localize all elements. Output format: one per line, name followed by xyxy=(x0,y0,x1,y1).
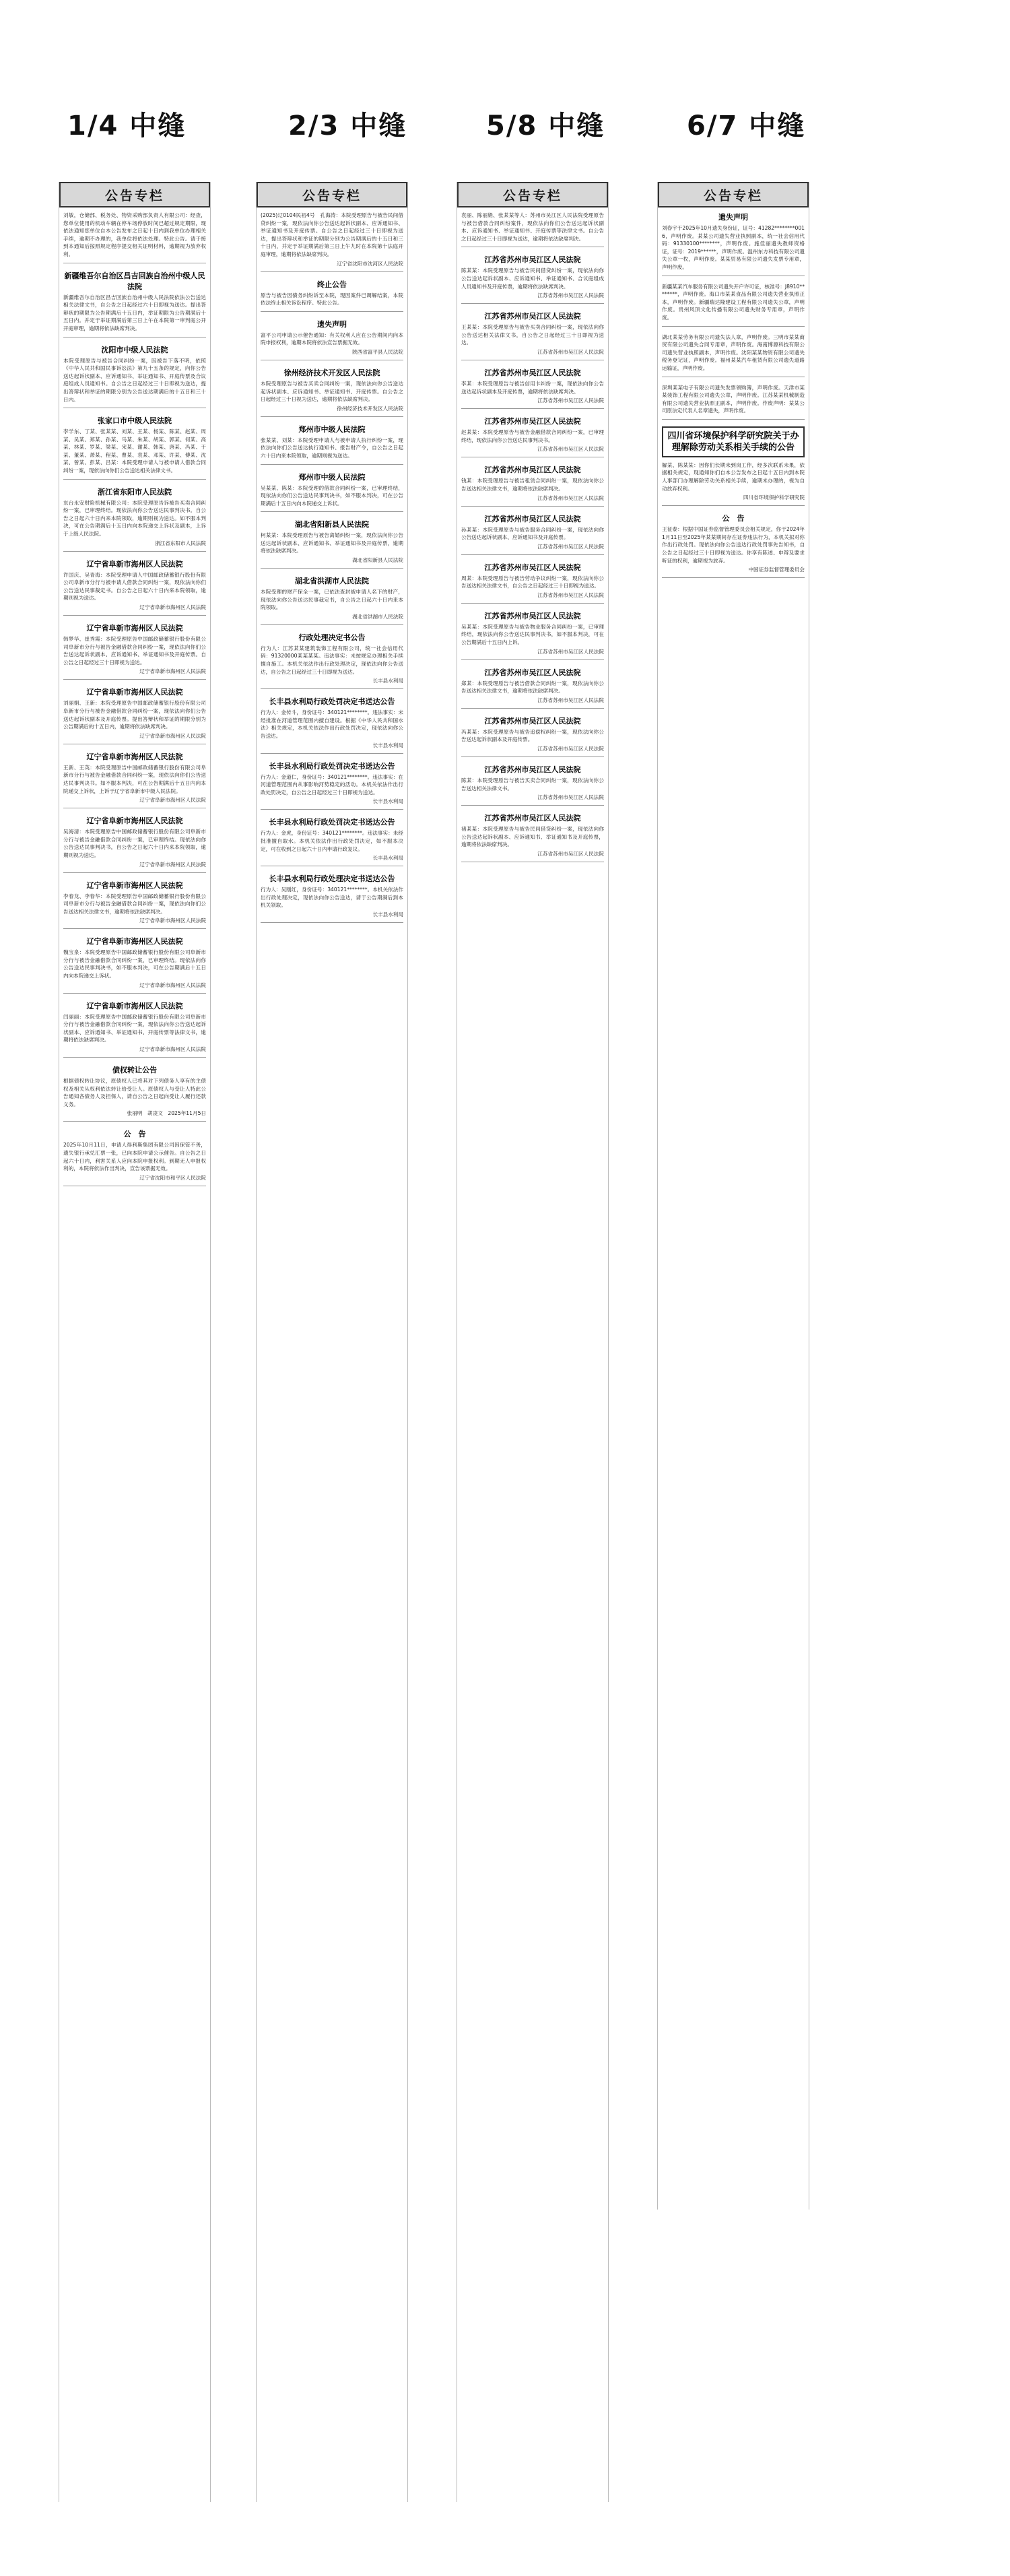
notice-item xyxy=(261,816,403,866)
notice-item xyxy=(261,696,403,753)
notice-text: 2025年10月11日，申请人得利斯集团有限公司因保管不善，遗失银行承兑汇票一张，已向本院申请公示催告。自公告之日起六十日内，利害关系人应向本院申报权利。到期无人申报权利的，本院将依法作出判决，宣告该票据无效。 xyxy=(63,1142,206,1172)
divider xyxy=(461,554,604,555)
notice-item xyxy=(63,751,206,808)
notice-title: 江苏省苏州市吴江区人民法院 xyxy=(484,716,581,726)
notice-text: 新疆某某汽车服务有限公司遗失开户许可证，核准号：J8910********，声明作废。海口市某某食品有限公司遗失营业执照正本，声明作废。新疆瑞达隆建设工程有限公司遗失公章，声明作废。贵州风顶文化传播有限公司遗失财务专用章，声明作废。 xyxy=(662,283,805,321)
notice-text: 郑某：本院受理原告与被告借款合同纠纷一案，现依法向你公告送达相关法律文书，逾期将依法缺席判决。 xyxy=(461,680,604,695)
notice-item xyxy=(461,812,604,862)
notice-title: 新疆维吾尔自治区昌吉回族自治州中级人民法院 xyxy=(64,271,205,291)
notice-text: 魏宝泉：本院受理原告中国邮政储蓄银行股份有限公司阜新市分行与被告金融借款合同纠纷一案，已审理终结。现依法向你公告送达民事判决书，如不服本判决，可在公告期满后十五日内向本院递交上诉状。 xyxy=(63,949,206,979)
notice-item xyxy=(63,486,206,552)
notice-item xyxy=(63,344,206,409)
notice-signature: 四川省环境保护科学研究院 xyxy=(743,494,805,501)
notice-column-4 xyxy=(657,182,809,2210)
column-body xyxy=(658,212,809,578)
notice-signature: 江苏省苏州市吴江区人民法院 xyxy=(537,446,604,453)
notice-column-2 xyxy=(256,182,408,2502)
notice-title: 辽宁省阜新市海州区人民法院 xyxy=(86,752,183,761)
notice-title: 行政处理决定书公告 xyxy=(298,633,366,642)
notice-signature: 长丰县水利局 xyxy=(372,742,403,748)
notice-text: 行为人：金虎，身份证号：340121********。违法事实：未经批准擅自取水。本机关依法作出行政处罚决定，如不服本决定，可在收到之日起六十日内申请行政复议。 xyxy=(261,830,403,852)
notice-signature: 江苏省苏州市吴江区人民法院 xyxy=(537,746,604,752)
notice-item xyxy=(461,764,604,806)
notice-text: 许国庆、吴青海：本院受理申请人中国邮政储蓄银行股份有限公司阜新市分行与被申请人借款合同纠纷一案，现依法向你们公告送达民事裁定书。自公告之日起六十日内来本院领取，逾期则视为送达。 xyxy=(63,571,206,602)
notice-title: 江苏省苏州市吴江区人民法院 xyxy=(484,611,581,620)
notice-item xyxy=(261,319,403,360)
divider xyxy=(261,416,403,417)
notice-signature: 陕西省富平县人民法院 xyxy=(352,348,403,355)
notice-item xyxy=(261,761,403,810)
notice-text: 原告与被告因债务纠纷诉至本院，现因案件已调解结案，本院依法终止相关诉讼程序。特此公告。 xyxy=(261,292,403,307)
notice-item xyxy=(261,519,403,569)
notice-title: 郑州市中级人民法院 xyxy=(298,472,366,482)
notice-text: 本院受理原告与被告合同纠纷一案，因被告下落不明，依照《中华人民共和国民事诉讼法》第九十五条的规定，向你公告送达起诉状副本、应诉通知书、举证通知书、开庭传票及合议庭组成人员通知书。自公告之日起经过三十日即视为送达，提出答辩状和举证的期限分别为公告送达期满后的十五日和三十日内。 xyxy=(63,357,206,403)
divider xyxy=(63,1121,206,1122)
notice-title: 辽宁省阜新市海州区人民法院 xyxy=(86,1001,183,1010)
notice-signature: 长丰县水利局 xyxy=(372,855,403,862)
notice-item xyxy=(461,562,604,604)
notice-item xyxy=(461,513,604,555)
divider xyxy=(261,809,403,810)
notice-item xyxy=(63,815,206,872)
notice-text: 王征泰：根据中国证券监督管理委员会相关规定，你于2024年1月11日至2025年某某期间存在证券违法行为，本机关拟对你作出行政处罚。现依法向你公告送达行政处罚事先告知书，自公告之日起经过三十日即视为送达。你享有陈述、申辩及要求听证的权利，逾期视为放弃。 xyxy=(662,526,805,564)
notice-text: 行为人：金传斗，身份证号：340121********。违法事实：未经批准在河道管理范围内擅自建设。根据《中华人民共和国水法》相关规定，本机关依法作出行政处罚决定，现依法向你公告送达。 xyxy=(261,709,403,739)
notice-title: 沈阳市中级人民法院 xyxy=(101,345,168,354)
notice-item xyxy=(662,426,805,506)
notice-item xyxy=(461,212,604,247)
divider xyxy=(63,1057,206,1058)
notice-item xyxy=(63,880,206,930)
notice-title: 张家口市中级人民法院 xyxy=(98,416,172,426)
notice-item xyxy=(261,873,403,923)
notice-title: 债权转让公告 xyxy=(112,1066,157,1075)
notice-text: 柯某某：本院受理原告与被告离婚纠纷一案，现依法向你公告送达起诉状副本、应诉通知书、举证通知书及开庭传票，逾期将依法缺席判决。 xyxy=(261,532,403,554)
notice-text: 行为人：江苏某某建筑装饰工程有限公司，统一社会信用代码：91320000某某某某。违法事实：未按规定办理相关手续擅自施工。本机关依法作出行政处理决定，现依法向你公告送达，自公告之日起经过三十日即视为送达。 xyxy=(261,645,403,675)
notice-text: 刘敏，仓储部、税务处、物资采购部负责人有限公司：经查，您单位使用的机动车辆在停车场停放时间已超过规定期限，现依法通知您单位自本公告发布之日起十日内到我单位办理相关手续，逾期不办理的，我单位将依法处理。特此公告。请于接到本通知后按照规定程序提交相关证明材料，逾期视为放弃权利。 xyxy=(63,212,206,257)
notice-text: 赵某某：本院受理原告与被告金融借款合同纠纷一案，已审理终结，现依法向你公告送达民事判决书。 xyxy=(461,429,604,443)
notice-item xyxy=(662,513,805,578)
notice-item xyxy=(461,715,604,757)
notice-text: 李某：本院受理原告与被告信用卡纠纷一案，现依法向你公告送达起诉状副本及开庭传票，逾期将依法缺席判决。 xyxy=(461,380,604,395)
divider xyxy=(63,615,206,616)
notice-item xyxy=(63,622,206,680)
notice-title: 江苏省苏州市吴江区人民法院 xyxy=(484,417,581,426)
notice-signature: 江苏省苏州市吴江区人民法院 xyxy=(537,397,604,404)
notice-signature: 江苏省苏州市吴江区人民法院 xyxy=(537,794,604,801)
notice-signature: 辽宁省阜新市海州区人民法院 xyxy=(139,604,206,610)
notice-item xyxy=(662,333,805,377)
notice-text: 东台永安财险机械有限公司：本院受理原告诉被告买卖合同纠纷一案，已审理终结。现依法向你公告送达民事判决书。自公告之日起六十日内来本院领取，逾期则视为送达。如不服本判决，可在公告期满后十五日内向本院递交上诉状及副本，上诉于上级人民法院。 xyxy=(63,499,206,538)
notice-signature: 江苏省苏州市吴江区人民法院 xyxy=(537,648,604,655)
divider xyxy=(662,419,805,420)
column-body xyxy=(59,212,210,1186)
divider xyxy=(261,624,403,625)
notice-title: 江苏省苏州市吴江区人民法院 xyxy=(484,765,581,775)
notice-title: 郑州市中级人民法院 xyxy=(298,424,366,434)
notice-item xyxy=(261,575,403,625)
notice-item xyxy=(63,1064,206,1122)
notice-item xyxy=(261,424,403,465)
divider xyxy=(63,679,206,680)
notice-signature: 辽宁省阜新市海州区人民法院 xyxy=(139,1046,206,1053)
notice-text: 刘丽娟、王新：本院受理原告中国邮政储蓄银行股份有限公司阜新市分行与被告金融借款合同纠纷一案，现依法向你们公告送达起诉状副本及开庭传票。提出答辩状和举证的期限分别为公告期满后的十五日内，逾期将依法缺席判决。 xyxy=(63,700,206,730)
notice-text: 孙某某：本院受理原告与被告服务合同纠纷一案，现依法向你公告送达起诉状副本、应诉通知书及开庭传票。 xyxy=(461,526,604,541)
notice-item xyxy=(461,610,604,660)
notice-title: 辽宁省阜新市海州区人民法院 xyxy=(86,880,183,890)
notice-text: 行为人：吴刚红，身份证号：340121********。本机关依法作出行政处理决定，现依法向你公告送达，请于公告期满后到本机关领取。 xyxy=(261,887,403,909)
notice-title: 长丰县水利局行政处罚决定书送达公告 xyxy=(269,697,395,707)
notice-item xyxy=(662,283,805,327)
notice-text: 王某某：本院受理原告与被告买卖合同纠纷一案，现依法向你公告送达相关法律文书，自公告之日起经过三十日即视为送达。 xyxy=(461,324,604,346)
divider xyxy=(461,756,604,757)
notice-signature: 江苏省苏州市吴江区人民法院 xyxy=(537,543,604,550)
notice-title: 辽宁省阜新市海州区人民法院 xyxy=(86,688,183,697)
divider xyxy=(261,464,403,465)
notice-signature: 江苏省苏州市吴江区人民法院 xyxy=(537,697,604,703)
notice-text: 袁丽、陈丽娟、张某某等人：苏州市吴江区人民法院受理原告与被告借款合同纠纷案件，现依法向你们公告送达起诉状副本、应诉通知书、举证通知书、开庭传票等法律文书。自公告之日起经过三十日即视为送达，逾期将依法缺席判决。 xyxy=(461,212,604,242)
notice-item xyxy=(662,212,805,276)
divider xyxy=(63,993,206,994)
notice-title: 长丰县水利局行政处理决定书送达公告 xyxy=(269,874,395,884)
notice-text: 闫丽丽：本院受理原告中国邮政储蓄银行股份有限公司阜新市分行与被告金融借款合同纠纷一案，现依法向你公告送达起诉状副本、应诉通知书、举证通知书、开庭传票等法律文书，逾期将依法缺席判决。 xyxy=(63,1013,206,1043)
notice-text: 吴某某、陈某：本院受理的借款合同纠纷一案，已审理终结，现依法向你们公告送达民事判决书，如不服本判决，可在公告期满后十五日内向本院递交上诉状。 xyxy=(261,484,403,507)
notice-title: 长丰县水利局行政处罚决定书送达公告 xyxy=(269,818,395,827)
notice-signature: 长丰县水利局 xyxy=(372,798,403,805)
notice-signature: 辽宁省阜新市海州区人民法院 xyxy=(139,797,206,804)
notice-signature: 徐州经济技术开发区人民法院 xyxy=(337,405,403,412)
divider xyxy=(261,753,403,754)
notice-signature: 江苏省苏州市吴江区人民法院 xyxy=(537,851,604,857)
notice-item xyxy=(461,254,604,304)
notice-signature: 辽宁省阜新市海州区人民法院 xyxy=(139,861,206,868)
divider xyxy=(461,408,604,409)
notice-text: 湖北某某劳务有限公司遗失法人章，声明作废。三明市某某商贸有限公司遗失合同专用章，声明作废。海南博源科技有限公司遗失营业执照副本，声明作废。沈阳某某物资有限公司遗失税务登记证，声明作废。福州某某汽车租赁有限公司遗失道路运输证，声明作废。 xyxy=(662,333,805,371)
notice-item xyxy=(63,686,206,744)
notice-signature: 江苏省苏州市吴江区人民法院 xyxy=(537,494,604,501)
notice-text: 行为人：金道仁，身份证号：340121********。违法事实：在河道管理范围内从事影响河势稳定的活动。本机关依法作出行政处罚决定，自公告之日起经过三十日即视为送达。 xyxy=(261,773,403,796)
column-header: 公告专栏 xyxy=(257,182,407,207)
divider xyxy=(461,659,604,660)
notice-text: 冯某某：本院受理原告与被告追偿权纠纷一案，现依法向你公告送达起诉状副本及开庭传票。 xyxy=(461,728,604,743)
notice-text: 吴海清：本院受理原告中国邮政储蓄银行股份有限公司阜新市分行与被告金融借款合同纠纷一案，已审理终结。现依法向你公告送达民事判决书，自公告之日起六十日内来本院领取，逾期则视为送达。 xyxy=(63,829,206,858)
notice-title: 辽宁省阜新市海州区人民法院 xyxy=(86,937,183,946)
notice-text: 新疆维吾尔自治区昌吉回族自治州中级人民法院依法公告送达相关法律文书，自公告之日起经过六十日即视为送达。提出答辩状的期限为公告期满后十五日内，举证期限为公告期满后十五日内。并定于举证期满后第三日上午在本院第一审判庭公开开庭审理，逾期将依法缺席判决。 xyxy=(63,294,206,331)
notice-title: 江苏省苏州市吴江区人民法院 xyxy=(484,465,581,475)
notice-text: 吴某某：本院受理原告与被告物业服务合同纠纷一案，已审理终结，现依法向你公告送达民事判决书，如不服本判决，可在公告期满后十五日内上诉。 xyxy=(461,623,604,646)
notice-title: 长丰县水利局行政处罚决定书送达公告 xyxy=(269,761,395,771)
column-body xyxy=(257,212,407,923)
notice-signature: 辽宁省阜新市海州区人民法院 xyxy=(139,668,206,675)
notice-item xyxy=(63,936,206,993)
divider xyxy=(261,271,403,272)
notice-text: 解某、陈某某：因你们长期未到岗工作，经多次联系未果，依据相关规定，现通知你们自本公告发布之日起十五日内到本院人事部门办理解除劳动关系相关手续，逾期未办理的，视为自动放弃权利。 xyxy=(662,461,805,492)
divider xyxy=(261,922,403,923)
notice-item xyxy=(261,472,403,513)
notice-signature: 辽宁省阜新市海州区人民法院 xyxy=(139,732,206,739)
notice-title: 辽宁省阜新市海州区人民法院 xyxy=(86,624,183,633)
notice-item xyxy=(461,464,604,506)
notice-item xyxy=(261,212,403,272)
notice-signature: 长丰县水利局 xyxy=(372,911,403,917)
notice-item xyxy=(63,415,206,480)
divider xyxy=(461,603,604,604)
notice-text: 李春龙、李春华：本院受理原告中国邮政储蓄银行股份有限公司阜新市分行与被告金融借款合同纠纷一案，现依法向你们公告送达相关法律文书，逾期将依法缺席判决。 xyxy=(63,893,206,915)
notice-signature: 辽宁省沈阳市沈河区人民法院 xyxy=(337,260,403,267)
notice-signature: 中国证券监督管理委员会 xyxy=(748,567,805,573)
notice-signature: 湖北省阳新县人民法院 xyxy=(352,557,403,564)
notice-title: 江苏省苏州市吴江区人民法院 xyxy=(484,255,581,265)
notice-item xyxy=(261,367,403,417)
divider xyxy=(63,872,206,873)
notice-title: 湖北省洪湖市人民法院 xyxy=(295,577,369,586)
notice-text: 根据债权转让协议，原债权人已将其对下列债务人享有的主债权及相关从权利依法转让给受让人。原债权人与受让人特此公告通知各债务人及担保人，请自公告之日起向受让人履行还款义务。 xyxy=(63,1078,206,1107)
divider xyxy=(63,551,206,552)
notice-text: 韩梦华、崔秀霞：本院受理原告中国邮政储蓄银行股份有限公司阜新市分行与被告金融借款合同纠纷一案，现依法向你们公告送达起诉状副本、应诉通知书、举证通知书及开庭传票。自公告之日起经过三十日即视为送达。 xyxy=(63,636,206,666)
notice-column-3 xyxy=(457,182,609,2502)
divider xyxy=(261,688,403,689)
notice-item xyxy=(63,212,206,263)
notice-title: 江苏省苏州市吴江区人民法院 xyxy=(484,514,581,523)
notice-text: 本院受理的财产保全一案，已依法查封被申请人名下的财产，现依法向你公告送达民事裁定书，自公告之日起六十日内来本院领取。 xyxy=(261,589,403,611)
notice-text: 本院受理原告与被告买卖合同纠纷一案，现依法向你公告送达起诉状副本、应诉通知书、举证通知书、开庭传票。自公告之日起经过三十日视为送达，逾期将依法缺席判决。 xyxy=(261,380,403,403)
notice-signature: 江苏省苏州市吴江区人民法院 xyxy=(537,292,604,299)
notice-title: 江苏省苏州市吴江区人民法院 xyxy=(484,562,581,572)
notice-title: 湖北省阳新县人民法院 xyxy=(295,520,369,529)
notice-title: 遗失声明 xyxy=(718,213,748,222)
notice-item xyxy=(461,416,604,457)
column-label-1: 1/4 中缝 xyxy=(67,110,187,141)
notice-signature: 辽宁省沈阳市和平区人民法院 xyxy=(139,1174,206,1181)
notice-item xyxy=(662,384,805,420)
divider xyxy=(261,568,403,569)
notice-signature: 辽宁省阜新市海州区人民法院 xyxy=(139,917,206,924)
notice-text: (2025)辽0104民初4号 孔海涛：本院受理原告与被告民间借贷纠纷一案，现依法向你公告送达起诉状副本、应诉通知书、举证通知书及开庭传票。自公告之日起经过三十日即视为送达，提出答辩状和举证的期限分别为公告期满后的十五日和三十日内，并定于举证期满后第三日上午九时在本院第十法庭开庭审理，逾期将依法缺席判决。 xyxy=(261,212,403,257)
notice-text: 褚某某：本院受理原告与被告民间借贷纠纷一案，现依法向你公告送达起诉状副本、应诉通知书、举证通知书及开庭传票，逾期将依法缺席判决。 xyxy=(461,826,604,848)
notice-item xyxy=(261,632,403,689)
notice-signature: 湖北省洪湖市人民法院 xyxy=(352,613,403,620)
notice-title: 公 告 xyxy=(722,514,745,523)
notice-item xyxy=(461,367,604,409)
notice-title: 辽宁省阜新市海州区人民法院 xyxy=(86,559,183,569)
notice-title: 终止公告 xyxy=(317,280,347,289)
notice-title: 江苏省苏州市吴江区人民法院 xyxy=(484,312,581,321)
notice-title: 四川省环境保护科学研究院关于办理解除劳动关系相关手续的公告 xyxy=(662,426,805,457)
notice-signature: 江苏省苏州市吴江区人民法院 xyxy=(537,348,604,355)
column-body xyxy=(457,212,608,862)
notice-signature: 辽宁省阜新市海州区人民法院 xyxy=(139,981,206,988)
notice-text: 周某：本院受理原告与被告劳动争议纠纷一案，现依法向你公告送达相关法律文书，自公告之日起经过三十日即视为送达。 xyxy=(461,575,604,589)
divider xyxy=(461,506,604,507)
notice-text: 富平公司申请公示催告通知：有关权利人应在公告期间内向本院申报权利，逾期本院将依法宣告票据无效。 xyxy=(261,331,403,346)
column-label-2: 2/3 中缝 xyxy=(288,110,407,141)
divider xyxy=(461,708,604,709)
notice-title: 江苏省苏州市吴江区人民法院 xyxy=(484,814,581,823)
notice-item xyxy=(63,558,206,616)
notice-title: 浙江省东阳市人民法院 xyxy=(98,487,172,496)
notice-text: 钱某：本院受理原告与被告租赁合同纠纷一案，现依法向你公告送达相关法律文书，逾期将依法缺席判决。 xyxy=(461,478,604,492)
notice-column-1 xyxy=(59,182,211,2502)
divider xyxy=(662,326,805,327)
divider xyxy=(662,505,805,506)
notice-title: 江苏省苏州市吴江区人民法院 xyxy=(484,668,581,677)
notice-title: 辽宁省阜新市海州区人民法院 xyxy=(86,816,183,826)
column-header: 公告专栏 xyxy=(658,182,809,207)
notice-text: 张某某、刘某：本院受理申请人与被申请人执行纠纷一案，现依法向你们公告送达执行通知书、报告财产令，自公告之日起六十日内来本院领取，逾期则视为送达。 xyxy=(261,437,403,459)
notice-signature: 江苏省苏州市吴江区人民法院 xyxy=(537,591,604,598)
notice-text: 陈某：本院受理原告与被告买卖合同纠纷一案，现依法向你公告送达相关法律文书。 xyxy=(461,777,604,792)
notice-text: 刘春宇于2025年10月遗失身份证，证号：41282********0016，声明作废。某某公司遗失营业执照副本，统一社会信用代码：91330100********，声明作废。施佳丽遗失教师资格证，证号：2019******，声明作废。温州东方科技有限公司遗失公章一枚，声明作废。某某贸易有限公司遗失发票专用章，声明作废。 xyxy=(662,225,805,270)
divider xyxy=(461,805,604,806)
notice-title: 遗失声明 xyxy=(317,319,347,329)
notice-title: 公 告 xyxy=(123,1130,146,1139)
divider xyxy=(261,511,403,512)
notice-title: 徐州经济技术开发区人民法院 xyxy=(283,368,380,377)
notice-signature: 长丰县水利局 xyxy=(372,678,403,684)
divider xyxy=(63,928,206,929)
notice-item xyxy=(461,311,604,360)
notice-item xyxy=(63,1000,206,1058)
column-label-4: 6/7 中缝 xyxy=(687,110,806,141)
notice-item xyxy=(461,667,604,709)
divider xyxy=(461,303,604,304)
notice-signature: 浙江省东阳市人民法院 xyxy=(155,540,206,546)
column-header: 公告专栏 xyxy=(457,182,608,207)
notice-item xyxy=(63,1128,206,1186)
notice-text: 深圳某某电子有限公司遗失发票领购簿，声明作废。天津市某某装饰工程有限公司遗失公章，声明作废。江苏某某机械制造有限公司遗失营业执照正副本，声明作废。作废声明：某某公司原法定代表人名章遗失，声明作废。 xyxy=(662,384,805,414)
notice-item xyxy=(63,270,206,337)
notice-signature: 张丽明 胡凌文 2025年11月5日 xyxy=(127,1110,206,1117)
divider xyxy=(63,479,206,480)
notice-text: 陈某某：本院受理原告与被告民间借贷纠纷一案，现依法向你公告送达起诉状副本、应诉通知书、举证通知书、合议庭组成人员通知书及开庭传票，逾期将依法缺席判决。 xyxy=(461,267,604,290)
column-header: 公告专栏 xyxy=(59,182,210,207)
divider xyxy=(662,577,805,578)
divider xyxy=(261,311,403,312)
notice-text: 王新、王英：本院受理原告中国邮政储蓄银行股份有限公司阜新市分行与被告金融借款合同纠纷一案，现依法向你们公告送达民事判决书。如不服本判决，可在公告期满后十五日内向本院递交上诉状，上诉于辽宁省阜新市中级人民法院。 xyxy=(63,764,206,794)
notice-text: 李学东、丁某、张某某、刘某、王某、杨某、陈某、赵某、周某、吴某、郑某、孙某、马某、朱某、胡某、郭某、何某、高某、林某、罗某、梁某、宋某、谢某、韩某、唐某、冯某、于某、董某、萧某、程某、曹某、袁某、邓某、许某、傅某、沈某、曾某、彭某、吕某：本院受理申请人与被申请人借款合同纠纷一案，现依法向你们公告送达相关法律文书。 xyxy=(63,428,206,474)
notice-item xyxy=(261,279,403,312)
notice-title: 江苏省苏州市吴江区人民法院 xyxy=(484,368,581,377)
column-label-3: 5/8 中缝 xyxy=(486,110,605,141)
